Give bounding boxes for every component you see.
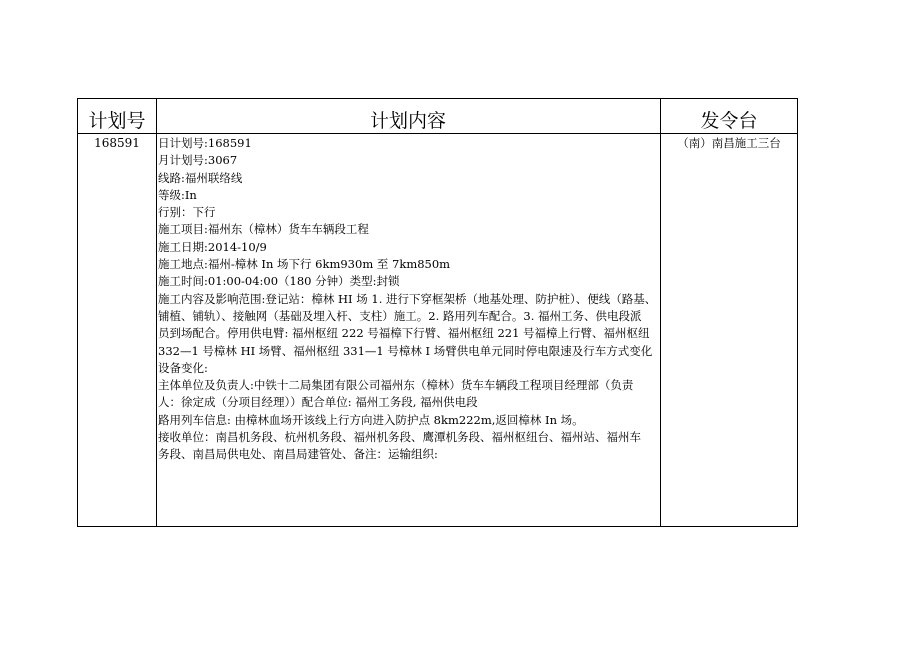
content-line: 行别：下行 (158, 205, 216, 220)
content-line: 员到场配合。停用供电臂: 福州枢纽 222 号福樟下行臂、福州枢纽 221 号福樟上行臂、福州枢纽 (158, 326, 650, 341)
content-line: 铺植、铺轨）、接触网（基础及埋入杆、支柱）施工。2. 路用列车配合。3. 福州工务、供电段派 (158, 308, 642, 323)
content-line: 设备变化: (158, 360, 208, 375)
content-line: 日计划号:168591 (158, 136, 252, 150)
content-line: 施工日期:2014-10/9 (158, 239, 267, 254)
column-divider (156, 99, 157, 526)
content-line: 施工地点:福州-樟林 In 场下行 6km930m 至 7km850m (158, 257, 451, 272)
content-line: 接收单位：南昌机务段、杭州机务段、福州机务段、鹰潭机务段、福州枢纽台、福州站、福州车 (158, 430, 641, 445)
content-line: 月计划号:3067 (158, 153, 238, 168)
content-line: 主体单位及负责人:中铁十二局集团有限公司福州东（樟林）货车车辆段工程项目经理部（负责 (158, 378, 634, 393)
content-line: 线路:福州联络线 (158, 170, 243, 185)
content-line: 等级:In (158, 187, 197, 202)
content-line: 施工项目:福州东（樟林）货车车辆段工程 (158, 222, 369, 237)
content-line: 路用列车信息: 由樟林血场开该线上行方向进入防护点 8km222m,返回樟林 In 场。 (158, 412, 584, 427)
content-line: 人：徐定成（分项目经理））配合单位: 福州工务段, 福州供电段 (158, 395, 478, 410)
plan-content-cell (158, 135, 664, 464)
plan-table (77, 98, 798, 527)
header-plan-no: 计划号 (88, 110, 146, 132)
content-line: 332—1 号樟林 HI 场臂、福州枢纽 331—1 号樟林 I 场臂供电单元同时停电限速及行车方式变化 (158, 343, 653, 358)
header-issuer: 发令台 (700, 110, 758, 132)
content-line: 务段、南昌局供电处、南昌局建管处、备注：运输组织: (158, 447, 438, 462)
plan-number-cell: 168591 (94, 136, 140, 150)
issuer-cell: （南）南昌施工三台 (677, 136, 781, 150)
content-line: 施工时间:01:00-04:00（180 分钟）类型:封锁 (158, 274, 400, 289)
header-plan-content: 计划内容 (369, 110, 446, 132)
content-line: 施工内容及影响范围:登记站：樟林 HI 场 1. 进行下穿框架桥（地基处理、防护桩）、便线（路基、 (158, 291, 657, 306)
